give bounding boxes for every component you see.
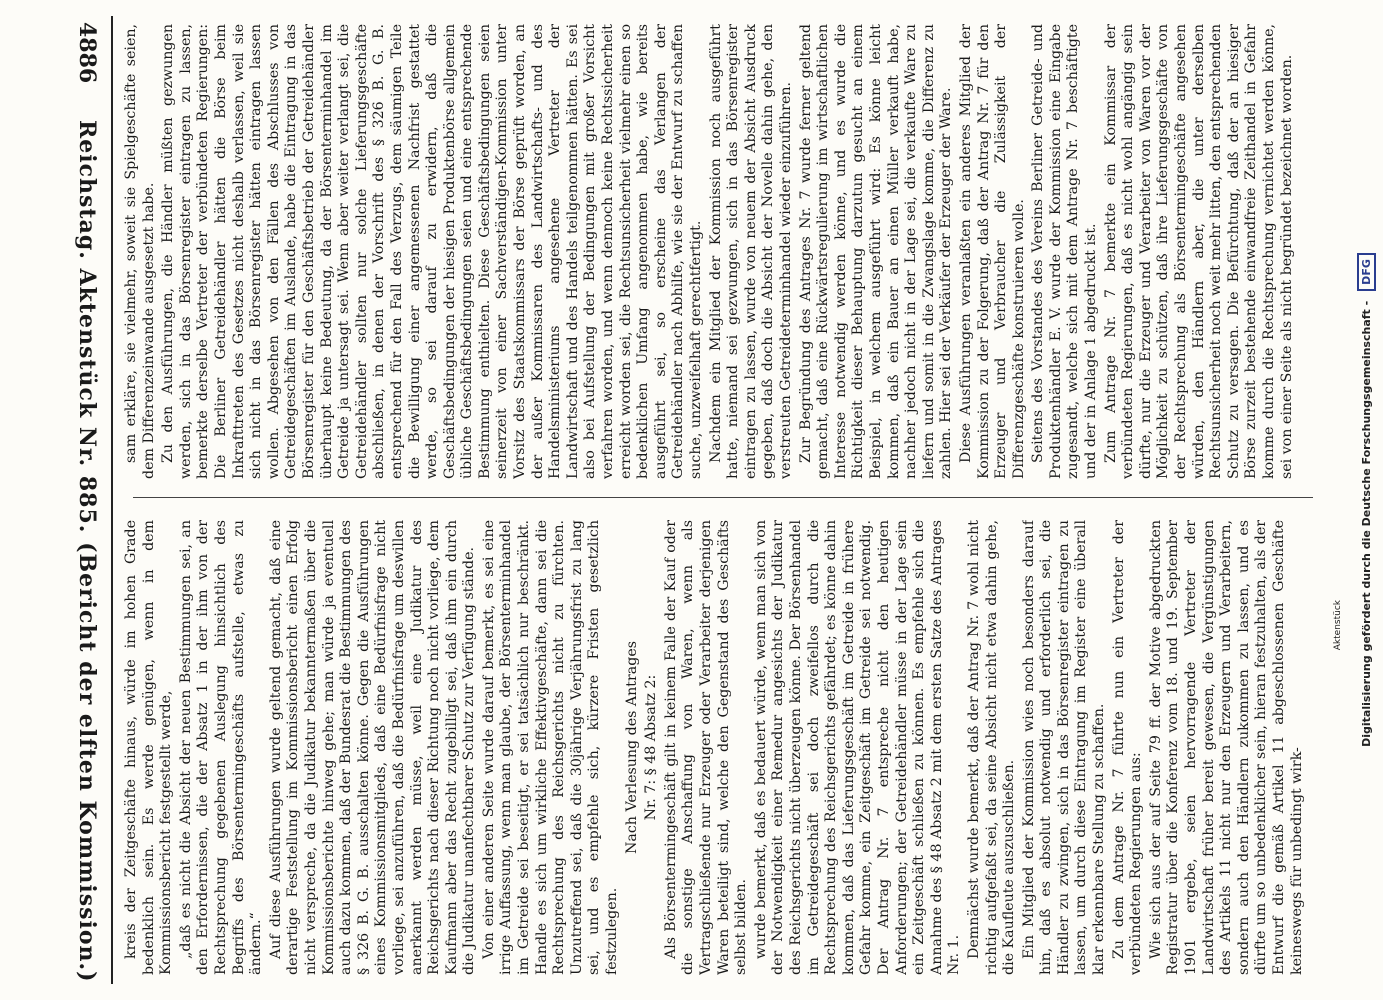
header-rule	[111, 16, 113, 984]
margin-note: Aktenstück	[1333, 600, 1343, 651]
paragraph: Nach Verlesung des Antrages	[623, 640, 640, 855]
paragraph: Seitens des Vorstandes des Vereins Berliner Getreide- und Produktenhändler E. V. wurde der Kommission eine Eingabe zugesandt, welche sich mit dem Antrage Nr. 7 beschäftigte und der in Anlage 1 abgedruckt ist.	[1030, 24, 1100, 479]
paragraph: kreis der Zeitgeschäfte hinaus, würde im hohen Grade bedenklich sein. Es werde genügen, wenn in dem Kommissionsbericht festgestellt werde,	[123, 520, 175, 975]
paragraph: Zu dem Antrage Nr. 7 führte nun ein Vertreter der verbündeten Regierungen aus:	[1110, 520, 1145, 975]
footer-text: Digitalisierung gefördert durch die Deutsche Forschungsgemeinschaft -	[1359, 300, 1373, 747]
paragraph: „daß es nicht die Absicht der neuen Bestimmungen sei, an den Erfordernissen, die der Absatz 1 in der ihm von der Rechtsprechung gegebenen Auslegung hinsichtlich des Begriffs des Börsentermingeschäfts aufstelle, etwas zu ändern.“	[177, 520, 265, 975]
paragraph: Diese Ausführungen veranlaßten ein anderes Mitglied der Kommission zu der Folgerung, daß der Antrag Nr. 7 für den Erzeuger und Verbraucher die Zulässigkeit der Differenzgeschäfte konstruieren wolle.	[957, 24, 1027, 479]
running-title: Reichstag. Aktenstück Nr. 885. (Bericht der elften Kommission.)	[74, 120, 100, 983]
footer-credit	[1353, 0, 1379, 1000]
paragraph: wurde bemerkt, daß es bedauert würde, wenn man sich von der Notwendigkeit einer Remedur angesichts der Judikatur des Reichsgerichts nicht überzeugen könne. Der Börsenhandel im Getreidegeschäft sei doch zweifellos durch die Rechtsprechung des Reichsgerichts gefährdet; es könne dahin kommen, daß das Lieferungsgeschäft im Getreide in frühere Gefahr komme, ein Zeitgeschäft im Getreide sei notwendig. Der Antrag Nr. 7 entspreche nicht den heutigen Anforderungen; der Getreidehändler müsse in der Lage sein ein Zeitgeschäft schließen zu können. Es empfehle sich die Annahme des § 48 Absatz 2 mit dem ersten Satze des Antrages Nr. 1.	[752, 520, 963, 975]
paragraph: Von einer anderen Seite wurde darauf bemerkt, es sei eine irrige Auffassung, wenn man glaube, der Börsenterminhandel im Getreide sei beseitigt, er sei tatsächlich nur beschränkt. Handle es sich um wirkliche Effektivgeschäfte, dann sei die Rechtsprechung des Reichsgerichts nicht zu fürchten. Unzutreffend sei, daß die 30jährige Verjährungsfrist zu lang sei, und es empfehle sich, kürzere Fristen gesetzlich festzulegen.	[480, 520, 621, 975]
page-number: 4886	[74, 22, 100, 84]
paragraph: Zum Antrage Nr. 7 bemerkte ein Kommissar der verbündeten Regierungen, daß es nicht wohl angängig sein dürfte, nur die Erzeuger und Verarbeiter von Waren vor der Möglichkeit zu schützen, daß ihre Lieferungsgeschäfte von der Rechtsprechung als Börsentermingeschäfte angesehen würden, den Händlern aber, die unter derselben Rechtsunsicherheit noch weit mehr litten, den entsprechenden Schutz zu versagen. Die Befürchtung, daß der an hiesiger Börse zurzeit bestehende einwandfreie Zeithandel in Gefahr komme durch die Rechtsprechung vernichtet werden könne, sei von einer Seite als nicht begründet bezeichnet worden.	[1102, 24, 1295, 479]
column-divider	[133, 497, 1313, 498]
paragraph: Auf diese Ausführungen wurde geltend gemacht, daß eine derartige Feststellung im Kommissionsbericht einen Erfolg nicht verspreche, da die Judikatur bekanntermaßen über die Kommissionsberichte hinweg gehe; man würde ja eventuell auch dazu kommen, daß der Bundesrat die Bestimmungen des § 326 B. G. B. ausschalten könne. Gegen die Ausführungen eines Kommissionsmitglieds, daß eine Bedürfnisfrage nicht vorliege, sei anzuführen, daß die Bedürfnisfrage um deswillen anerkannt werden müsse, weil eine Judikatur des Reichsgerichts nach dieser Richtung noch nicht vorliege, dem Kaufmann aber das Recht zugebilligt sei, daß ihm ein durch die Judikatur unanfechtbarer Schutz zur Verfügung stände.	[267, 520, 478, 975]
dfg-logo: DFG	[1357, 253, 1376, 291]
paragraph: Nr. 7: § 48 Absatz 2:	[643, 674, 660, 821]
paragraph: Zur Begründung des Antrages Nr. 7 wurde ferner geltend gemacht, daß eine Rückwärtsregulierung im wirtschaftlichen Interesse notwendig werden könne, und es wurde die Richtigkeit dieser Behauptung darzutun gesucht an einem Beispiel, in welchem ausgeführt wird: Es könne leicht kommen, daß ein Bauer an einen Müller verkauft habe, nachher jedoch nicht in der Lage sei, die verkaufte Ware zu liefern und somit in die Zwangslage komme, die Differenz zu zahlen. Hier sei der Verkäufer der Erzeuger der Ware.	[797, 24, 955, 479]
paragraph: Wie sich aus der auf Seite 79 ff. der Motive abgedruckten Registratur über die Konferenz vom 18. und 19. September 1901 ergebe, seien hervorragende Vertreter der Landwirtschaft früher bereit gewesen, die Vergünstigungen des Artikels 11 nicht nur den Erzeugern und Verarbeitern, sondern auch den Händlern zukommen zu lassen, und es dürfte um so unbedenklicher sein, hieran festzuhalten, als der Entwurf die gemäß Artikel 11 abgeschlossenen Geschäfte keineswegs für unbedingt wirk-	[1147, 520, 1305, 975]
paragraph: Nachdem ein Mitglied der Kommission noch ausgeführt hatte, niemand sei gezwungen, sich in das Börsenregister eintragen zu lassen, wurde von neuem der Absicht Ausdruck gegeben, daß doch die Absicht der Novelle dahin gehe, den verstreuten Getreideterminhandel wieder einzuführen.	[707, 24, 794, 479]
text-column-right	[123, 24, 1323, 479]
paragraph: Zu den Ausführungen, die Händler müßten gezwungen werden, sich in das Börsenregister eintragen zu lassen, bemerkte derselbe Vertreter der verbündeten Regierungen: Die Berliner Getreidehändler hätten die Börse beim Inkrafttreten des Gesetzes nicht deshalb verlassen, weil sie sich nicht in das Börsenregister hätten eintragen lassen wollen. Abgesehen von den Fällen des Abschlusses von Getreidegeschäften im Auslande, habe die Eintragung in das Börsenregister für den Geschäftsbetrieb der Getreidehändler überhaupt keine Bedeutung, da der Börsenterminhandel im Getreide ja untersagt sei. Wenn aber weiter verlangt sei, die Getreidehändler sollten nur solche Lieferungsgeschäfte abschließen, in denen der Vorschrift des § 326 B. G. B. entsprechend für den Fall des Verzugs, dem säumigen Teile die Bewilligung einer angemessenen Nachfrist gestattet werde, so sei darauf zu erwidern, daß die Geschäftsbedingungen der hiesigen Produktenbörse allgemein übliche Geschäftsbedingungen seien und eine entsprechende Bestimmung enthielten. Diese Geschäftsbedingungen seien seinerzeit von einer Sachverständigen-Kommission unter Vorsitz des Staatskommissars der Börse geprüft worden, an der außer Kommissaren des Landwirtschafts- und des Handelsministeriums angesehene Vertreter der Landwirtschaft und des Handels teilgenommen hätten. Es sei also bei Aufstellung der Bedingungen mit großer Vorsicht verfahren worden, und wenn dennoch keine Rechtssicherheit erreicht worden sei, die Rechtsunsicherheit vielmehr einen so bedenklichen Umfang angenommen habe, wie bereits ausgeführt sei, so erscheine das Verlangen der Getreidehändler nach Abhilfe, wie sie der Entwurf zu schaffen suche, unzweifelhaft gerechtfertigt.	[160, 24, 704, 479]
paragraph: Als Börsentermingeschäft gilt in keinem Falle der Kauf oder die sonstige Anschaffung von Waren, wenn als Vertragschließende nur Erzeuger oder Verarbeiter derjenigen Waren beteiligt sind, welche den Gegenstand des Geschäfts selbst bilden.	[662, 520, 750, 975]
paragraph: Demnächst wurde bemerkt, daß der Antrag Nr. 7 wohl nicht richtig aufgefaßt sei, da seine Absicht nicht etwa dahin gehe, die Kaufleute auszuschließen.	[965, 520, 1018, 975]
text-column-left	[123, 520, 1323, 975]
paragraph: Ein Mitglied der Kommission wies noch besonders darauf hin, daß es absolut notwendig und erforderlich sei, die Händler zu zwingen, sich in das Börsenregister eintragen zu lassen, um durch diese Eintragung im Register eine überall klar erkennbare Stellung zu schaffen.	[1020, 520, 1108, 975]
paragraph: sam erkläre, sie vielmehr, soweit sie Spielgeschäfte seien, dem Differenzeinwande ausgesetzt habe.	[123, 24, 157, 479]
